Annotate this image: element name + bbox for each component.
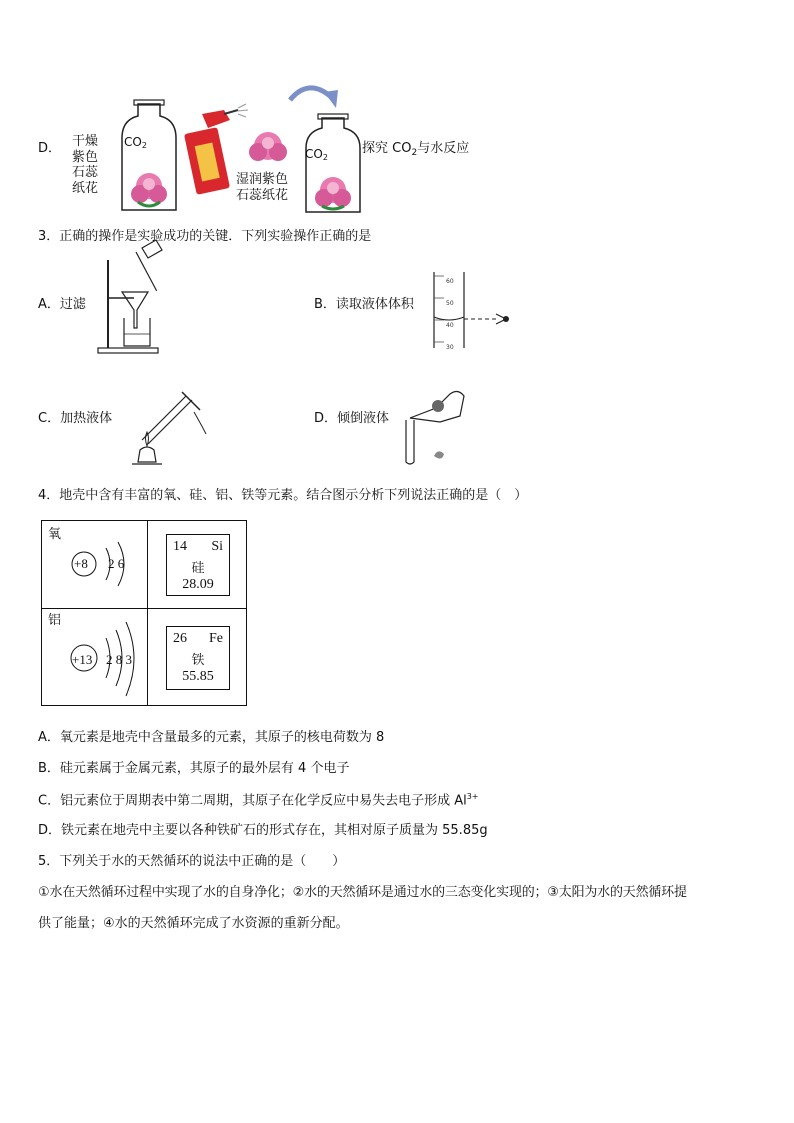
iron-name: 铁 [191, 653, 205, 668]
silicon-number: 14 [173, 539, 187, 554]
q4-stem: 4．地壳中含有丰富的氧、硅、铝、铁等元素。结合图示分析下列说法正确的是（ ） [38, 488, 528, 503]
iron-element-card [166, 626, 230, 690]
aluminum-label: 铝 [48, 613, 62, 628]
oxygen-label: 氧 [48, 527, 62, 542]
q3-option-a: A．过滤 [38, 297, 86, 312]
table-divider-h [41, 608, 246, 609]
filtration-apparatus-icon [96, 252, 162, 356]
q4-option-d: D．铁元素在地壳中主要以各种铁矿石的形式存在，其相对原子质量为 55.85g [38, 823, 488, 838]
left-jar-gas: CO2 [124, 135, 147, 150]
silicon-element-card [166, 534, 230, 596]
q3-stem: 3．正确的操作是实验成功的关键．下列实验操作正确的是 [38, 229, 372, 244]
heating-liquid-icon [128, 382, 208, 466]
q4-option-c: C．铝元素位于周期表中第二周期，其原子在化学反应中易失去电子形成 $Al^{3+}$ [38, 792, 479, 809]
aluminum-nucleus: +13 [72, 652, 93, 667]
q3-option-c: C．加热液体 [38, 411, 113, 426]
graduated-cylinder-icon [430, 270, 520, 352]
q3-option-b: B．读取液体体积 [314, 297, 414, 312]
experiment-purpose: 探究 $CO_2$与水反应 [362, 141, 470, 158]
left-gas-jar [118, 98, 180, 216]
iron-mass: 55.85 [182, 669, 214, 684]
q5-statements-line2: 供了能量；④水的天然循环完成了水资源的重新分配。 [38, 916, 349, 931]
right-gas-jar [302, 112, 364, 216]
cylinder-tick-labels: 60 50 40 30 [446, 278, 454, 351]
q5-stem: 5．下列关于水的天然循环的说法中正确的是（ ） [38, 854, 346, 869]
q5-statements-line1: ①水在天然循环过程中实现了水的自身净化；②水的天然循环是通过水的三态变化实现的；③太阳为水的天然循环提 [38, 885, 687, 900]
q4-option-a: A．氧元素是地壳中含量最多的元素，其原子的核电荷数为 8 [38, 730, 385, 745]
oxygen-nucleus: +8 [74, 556, 88, 571]
silicon-mass: 28.09 [182, 577, 214, 592]
dry-flower-label: 干燥 紫色 石蕊 纸花 [72, 134, 99, 196]
q4-option-b: B．硅元素属于金属元素，其原子的最外层有 4 个电子 [38, 761, 350, 776]
oxygen-shells: 2 6 [108, 556, 125, 571]
q2-option-d-letter: D． [38, 141, 62, 156]
dry-flower-icon [131, 173, 167, 206]
iron-number: 26 [173, 631, 187, 646]
curved-arrow-icon [286, 82, 342, 116]
iron-symbol: Fe [209, 631, 223, 646]
wet-flower-label: 湿润紫色 石蕊纸花 [236, 172, 289, 203]
silicon-name: 硅 [191, 561, 205, 576]
pouring-liquid-icon [396, 386, 472, 466]
aluminum-shells: 2 8 3 [106, 652, 132, 667]
right-jar-gas: CO2 [305, 147, 328, 162]
wet-flower-icon [246, 126, 290, 166]
q3-option-d: D．倾倒液体 [314, 411, 390, 426]
silicon-symbol: Si [211, 539, 223, 554]
